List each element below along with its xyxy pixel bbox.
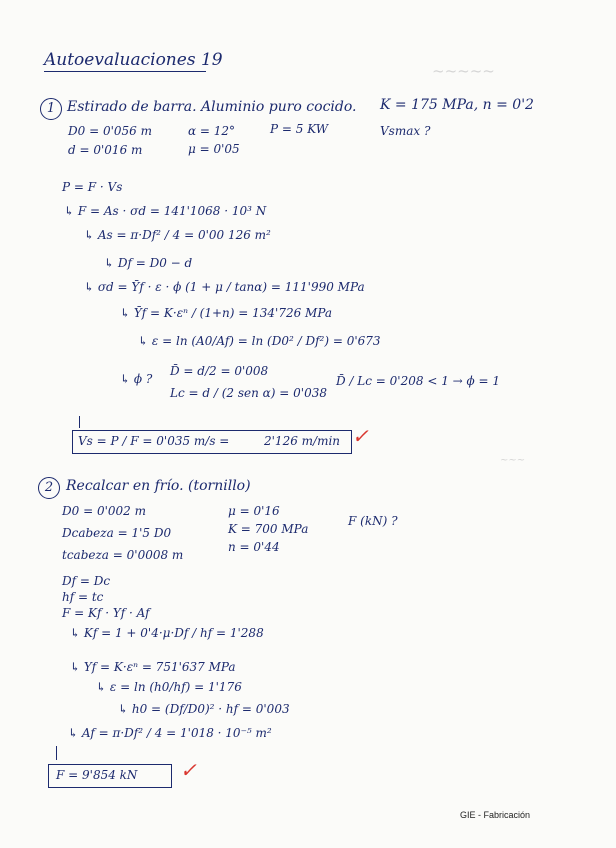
given-power: P = 5 KW <box>270 122 329 136</box>
ratio-equation: D̄ / Lc = 0'208 < 1 → ϕ = 1 <box>336 374 501 388</box>
force-result: F = 9'854 kN <box>56 768 138 782</box>
unknown-force: F (kN) ? <box>348 514 398 528</box>
given-dcabeza: Dcabeza = 1'5 D0 <box>62 526 172 540</box>
page-title: Autoevaluaciones 19 <box>44 50 223 70</box>
velocity-result: 2'126 m/min <box>264 434 341 448</box>
power-equation: P = F · Vs <box>62 180 123 194</box>
footer-label: GIE - Fabricación <box>459 810 530 820</box>
given-mu: μ = 0'05 <box>188 142 240 156</box>
df-equation: ↳ Df = D0 − d <box>104 256 193 270</box>
hf-equals-tc: hf = tc <box>62 590 104 604</box>
given-k-2: K = 700 MPa <box>228 522 309 536</box>
given-d: d = 0'016 m <box>68 143 143 157</box>
checkmark-icon-2: ✓ <box>180 758 197 782</box>
unknown-vsmax: Vsmax ? <box>380 124 431 138</box>
section-1-constants: K = 175 MPa, n = 0'2 <box>380 97 534 113</box>
checkmark-icon: ✓ <box>352 424 369 448</box>
strain-equation-2: ↳ ε = ln (h0/hf) = 1'176 <box>96 680 242 694</box>
section-2-number: 2 <box>38 477 60 499</box>
kf-equation: ↳ Kf = 1 + 0'4·μ·Df / hf = 1'288 <box>70 626 264 640</box>
given-alpha: α = 12° <box>188 124 236 138</box>
title-underline <box>44 71 206 72</box>
h0-equation: ↳ h0 = (Df/D0)² · hf = 0'003 <box>118 702 290 716</box>
down-arrow-2 <box>56 746 57 760</box>
af-equation: ↳ Af = π·Df² / 4 = 1'018 · 10⁻⁵ m² <box>68 726 272 740</box>
velocity-equation: Vs = P / F = 0'035 m/s = <box>78 434 230 448</box>
stress-equation: ↳ σd = Ȳf · ε · ϕ (1 + μ / tanα) = 111'990 MPa <box>84 280 365 294</box>
dbar-equation: D̄ = d/2 = 0'008 <box>170 364 269 378</box>
force-equation: ↳ F = As · σd = 141'1068 · 10³ N <box>64 204 267 218</box>
lc-equation: Lc = d / (2 sen α) = 0'038 <box>170 386 327 400</box>
yf-equation: ↳ Ȳf = K·εⁿ / (1+n) = 134'726 MPa <box>120 306 333 320</box>
force-equation-2: F = Kf · Yf · Af <box>62 606 150 620</box>
strain-equation: ↳ ε = ln (A0/Af) = ln (D0² / Df²) = 0'673 <box>138 334 381 348</box>
section-2-heading: Recalcar en frío. (tornillo) <box>66 478 251 494</box>
section-1-number: 1 <box>40 98 62 120</box>
phi-question: ↳ ϕ ? <box>120 372 153 386</box>
yf-equation-2: ↳ Yf = K·εⁿ = 751'637 MPa <box>70 660 236 674</box>
given-n-2: n = 0'44 <box>228 540 280 554</box>
df-equals-dc: Df = Dc <box>62 574 111 588</box>
given-d0-2: D0 = 0'002 m <box>62 504 146 518</box>
down-arrow <box>79 416 80 428</box>
given-tcabeza: tcabeza = 0'0008 m <box>62 548 184 562</box>
bleed-through-text: ~~~ <box>500 455 526 466</box>
section-1-heading: Estirado de barra. Aluminio puro cocido. <box>67 99 357 115</box>
given-d0: D0 = 0'056 m <box>68 124 152 138</box>
bleed-through-text: ~~~~~ <box>432 62 495 80</box>
area-equation: ↳ As = π·Df² / 4 = 0'00 126 m² <box>84 228 271 242</box>
given-mu-2: μ = 0'16 <box>228 504 280 518</box>
